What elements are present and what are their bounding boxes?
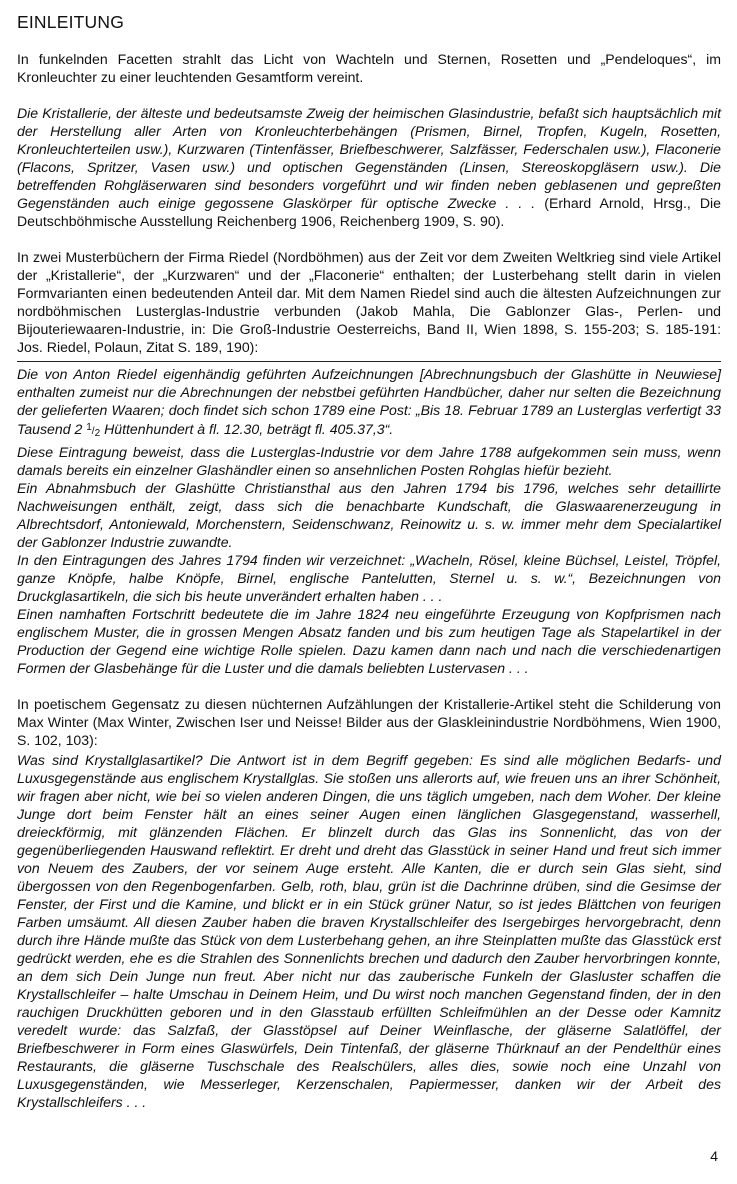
riedel-quote-records-a: Die von Anton Riedel eigenhändig geführten Aufzeichnungen [Abrechnungsbuch der Glashütte in Neuwiese] enthalten zumeist nur die Abrechnungen der nebstbei geführten Handbücher, daher nur selten die Bezeichnung der gelieferten Waaren; doch findet sich schon 1789 eine Post: „Bis 18. Februar 1789 an Lusterglas verfertigt 33 Tausend 2 (17, 366, 721, 437)
section-heading: EINLEITUNG (17, 12, 125, 32)
riedel-quote-1824: Einen namhaften Fortschritt bedeutete die im Jahre 1824 neu eingeführte Erzeugung von Kopfprismen nach englischem Muster, die in grossen Mengen Absatz fanden und bis zum heutigen Tage als Stapelartikel in der Production der Gegend eine wichtige Rolle spielen. Dazu kamen dann nach und nach die verschiedenartigen Formen der Glasbehänge für die Luster und die damals beliebten Lustervasen . . . (17, 606, 721, 676)
quote-arnold-source: (Erhard Arnold, Hrsg., Die Deutschböhmische Ausstellung Reichenberg 1906, Reichenberg 1909, S. 90). (17, 195, 721, 229)
page-number: 4 (710, 1148, 718, 1164)
winter-paragraph: In poetischem Gegensatz zu diesen nüchternen Aufzählungen der Kristallerie-Artikel steht die Schilderung von Max Winter (Max Winter, Zwischen Iser und Neisse! Bilder aus der Glaskleinindustrie Nordböhmens, Wien 1900, S. 102, 103): (17, 696, 721, 748)
riedel-quote-1794: In den Eintragungen des Jahres 1794 finden wir verzeichnet: „Wacheln, Rösel, kleine Büchsel, Leistel, Tröpfel, ganze Knöpfe, halbe Knöpfe, Birnel, englische Pantelutten, Sternel u. s. w.“, Bezeichnungen von Druckglasartikeln, die sich bis heute unverändert erhalten haben . . . (17, 552, 721, 604)
intro-paragraph: In funkelnden Facetten strahlt das Licht von Wachteln und Sternen, Rosetten und „Pendeloques“, im Kronleuchter zu einer leuchtenden Gesamtform vereint. (17, 51, 721, 85)
riedel-quote-records (17, 365, 721, 443)
fraction-numerator: 1 (86, 422, 92, 433)
riedel-quote-block (17, 361, 721, 677)
winter-quote: Was sind Krystallglasartikel? Die Antwort ist in dem Begriff gegeben: Es sind alle möglichen Bedarfs- und Luxusgegenstände aus englischem Krystallglas. Sie stoßen uns allerorts auf, wie freuen uns an ihrer Schönheit, wir fragen aber nicht, wie bei so vielen anderen Dingen, die uns täglich umgeben, nach dem Woher. Der kleine Junge dort beim Fenster hält an eines seiner Augen einen länglichen Glasgegenstand, wasserhell, dreieckförmig, mit glänzenden Flächen. Er blinzelt durch das Glas ins Sonnenlicht, das von der gegenüberliegenden Hauswand reflektirt. Er dreht und dreht das Glasstück in seiner Hand und freut sich immer von Neuem des Zaubers, der vor seinem Auge ersteht. Alle Kanten, die er durch sein Glas sieht, sind übergossen von den Regenbogenfarben. Gelb, roth, blau, grün ist die Dachrinne drüben, sind die Gesimse der Fenster, der First und die Kamine, und blickt er in ein Stück grüner Natur, so ist jedes Blättchen von feurigen Farben umsäumt. All diesen Zauber haben die braven Krystallschleifer des Isergebirges hervorgebracht, denn durch ihre Hände mußte das Stück von dem Lusterbehang gehen, an ihre Steinplatten mußte das Glasstück erst gedrückt werden, ehe es die Strahlen des Sonnenlichts brechen und dadurch den Zauber hervorbringen konnte, an dem sich Dein Junge nun freut. Aber nicht nur das zauberische Funkeln der Glasluster schaffen die Krystallschleifer – halte Umschau in Deinem Heim, und Du wirst noch manchen Gegenstand finden, der in den rauchigen Druckhütten geboren und in den Glasstaub erfüllten Schleifmühlen an der Desse oder Kamnitz veredelt wurde: das Salzfaß, der Glasstöpsel auf Deiner Weinflasche, der gläserne Salatlöffel, der Briefbeschwerer in Form eines Glaswürfels, Dein Tintenfaß, der gläserne Thürknauf an der Pendelthür eines Restaurants, die gläserne Tuschschale des Realschülers, alles dies, sowie noch eine Unzahl von Luxusgegenständen, wie Messerleger, Kerzenschalen, Papiermesser, danken wir der Arbeit des Krystallschleifers . . . (17, 752, 721, 1110)
riedel-quote-records-b: Hüttenhundert à fl. 12.30, beträgt fl. 405.37,3“. (104, 421, 394, 437)
riedel-quote-entry: Diese Eintragung beweist, dass die Lusterglas-Industrie vor dem Jahre 1788 aufgekommen sein muss, wenn damals bereits ein einzelner Glashändler einen so ansehnlichen Posten Rohglas hiefür bezieht. (17, 444, 721, 478)
riedel-quote-christiansthal: Ein Abnahmsbuch der Glashütte Christiansthal aus den Jahren 1794 bis 1796, welches sehr detaillirte Nachweisungen enthält, zeigt, dass sich die benachbarte Kundschaft, die Glaswaarenerzeugung in Albrechtsdorf, Antoniewald, Morchenstern, Seidenschwanz, Reinowitz u. s. w. immer mehr dem Specialartikel der Gablonzer Industrie zuwandte. (17, 480, 721, 550)
riedel-paragraph: In zwei Musterbüchern der Firma Riedel (Nordböhmen) aus der Zeit vor dem Zweiten Weltkrieg sind viele Artikel der „Kristallerie“, der „Kurzwaren“ und der „Flaconerie“ enthalten; der Lusterbehang stellt darin in vielen Formvarianten einen bedeutenden Anteil dar. Mit dem Namen Riedel sind auch die ältesten Aufzeichnungen zur nordböhmischen Lusterglas-Industrie verbunden (Jakob Mahla, Die Gablonzer Glas-, Perlen- und Bijouteriewaaren-Industrie, in: Die Groß-Industrie Oesterreichs, Band II, Wien 1898, S. 155-203; S. 185-191: Jos. Riedel, Polaun, Zitat S. 189, 190): (17, 249, 721, 355)
page-body (17, 12, 721, 1111)
quote-arnold-text: Die Kristallerie, der älteste und bedeutsamste Zweig der heimischen Glasindustrie, befaßt sich hauptsächlich mit der Herstellung aller Arten von Kronleuchterbehängen (Prismen, Birnel, Tropfen, Kugeln, Rosetten, Kronleuchterteilen usw.), Kurzwaren (Tintenfässer, Briefbeschwerer, Salzfässer, Federschalen usw.), Flaconerie (Flacons, Spritzer, Vasen usw.) und optischen Gegenständen (Linsen, Stereoskopgläsern usw.). Die betreffenden Rohgläserwaren sind besonders vorgeführt und wir finden neben geblasenen und gepreßten Gegenständen auch einige gegossene Glaskörper für optische Zwecke . . . (17, 105, 721, 211)
fraction-denominator: 2 (94, 428, 101, 439)
quote-arnold (17, 104, 721, 230)
fraction-half: $^1/_2$ (86, 422, 101, 439)
